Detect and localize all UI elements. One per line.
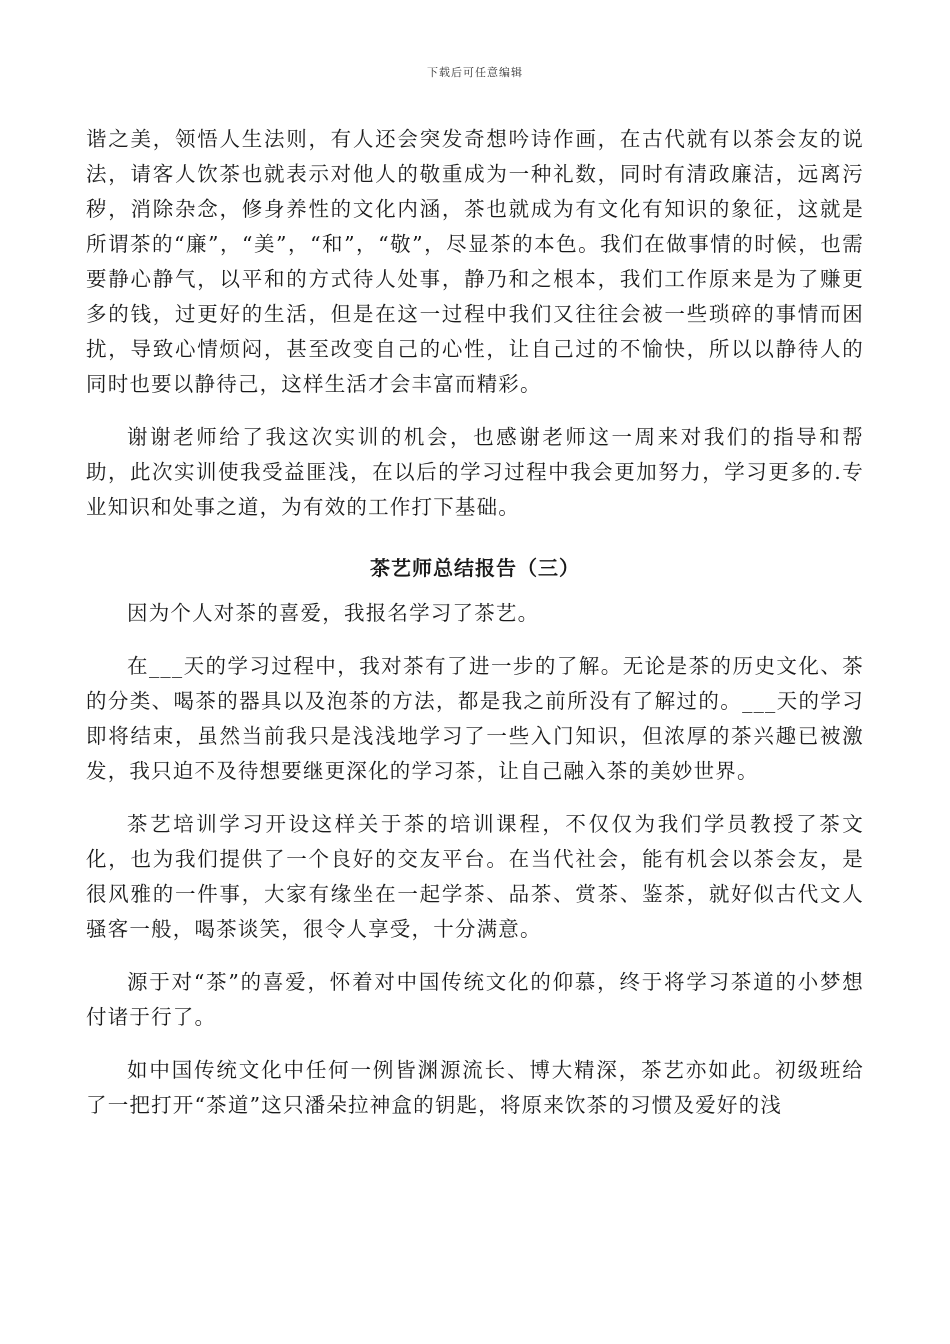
paragraph-prev-1: 谐之美，领悟人生法则，有人还会突发奇想吟诗作画，在古代就有以茶会友的说法，请客人饮茶也就表示对他人的敬重成为一种礼数，同时有清政廉洁，远离污秽，消除杂念，修身养性的文化内涵，茶也就成为有文化有知识的象征，这就是所谓茶的“廉”，“美”，“和”，“敬”，尽显茶的本色。我们在做事情的时候，也需要静心静气，以平和的方式待人处事，静乃和之根本，我们工作原来是为了赚更多的钱，过更好的生活，但是在这一过程中我们又往往会被一些琐碎的事情而困扰，导致心情烦闷，甚至改变自己的心性，让自己过的不愉快，所以以静待人的同时也要以静待己，这样生活才会丰富而精彩。 bbox=[86, 127, 864, 396]
paragraph-2: 在___天的学习过程中，我对茶有了进一步的了解。无论是茶的历史文化、茶的分类、喝茶的器具以及泡茶的方法，都是我之前所没有了解过的。___天的学习即将结束，虽然当前我只是浅浅地学习了一些入门知识，但浓厚的茶兴趣已被激发，我只迫不及待想要继更深化的学习茶，让自己融入茶的美妙世界。 bbox=[86, 654, 864, 783]
section-title: 茶艺师总结报告（三） bbox=[370, 556, 580, 580]
paragraph-4: 源于对“茶”的喜爱，怀着对中国传统文化的仰慕，终于将学习茶道的小梦想付诸于行了。 bbox=[86, 970, 864, 1029]
document-body bbox=[86, 122, 864, 1123]
paragraph-3: 茶艺培训学习开设这样关于茶的培训课程，不仅仅为我们学员教授了茶文化，也为我们提供了一个良好的交友平台。在当代社会，能有机会以茶会友，是很风雅的一件事，大家有缘坐在一起学茶、品茶、赏茶、鉴茶，就好似古代文人骚客一般，喝茶谈笑，很令人享受，十分满意。 bbox=[86, 812, 864, 941]
paragraph-5: 如中国传统文化中任何一例皆渊源流长、博大精深，茶艺亦如此。初级班给了一把打开“茶道”这只潘朵拉神盒的钥匙，将原来饮茶的习惯及爱好的浅 bbox=[86, 1058, 864, 1117]
page-header: 下载后可任意编辑 bbox=[427, 66, 523, 79]
paragraph-prev-2: 谢谢老师给了我这次实训的机会，也感谢老师这一周来对我们的指导和帮助，此次实训使我受益匪浅，在以后的学习过程中我会更加努力，学习更多的.专业知识和处事之道，为有效的工作打下基础。 bbox=[86, 425, 864, 519]
paragraph-1: 因为个人对茶的喜爱，我报名学习了茶艺。 bbox=[127, 601, 540, 625]
